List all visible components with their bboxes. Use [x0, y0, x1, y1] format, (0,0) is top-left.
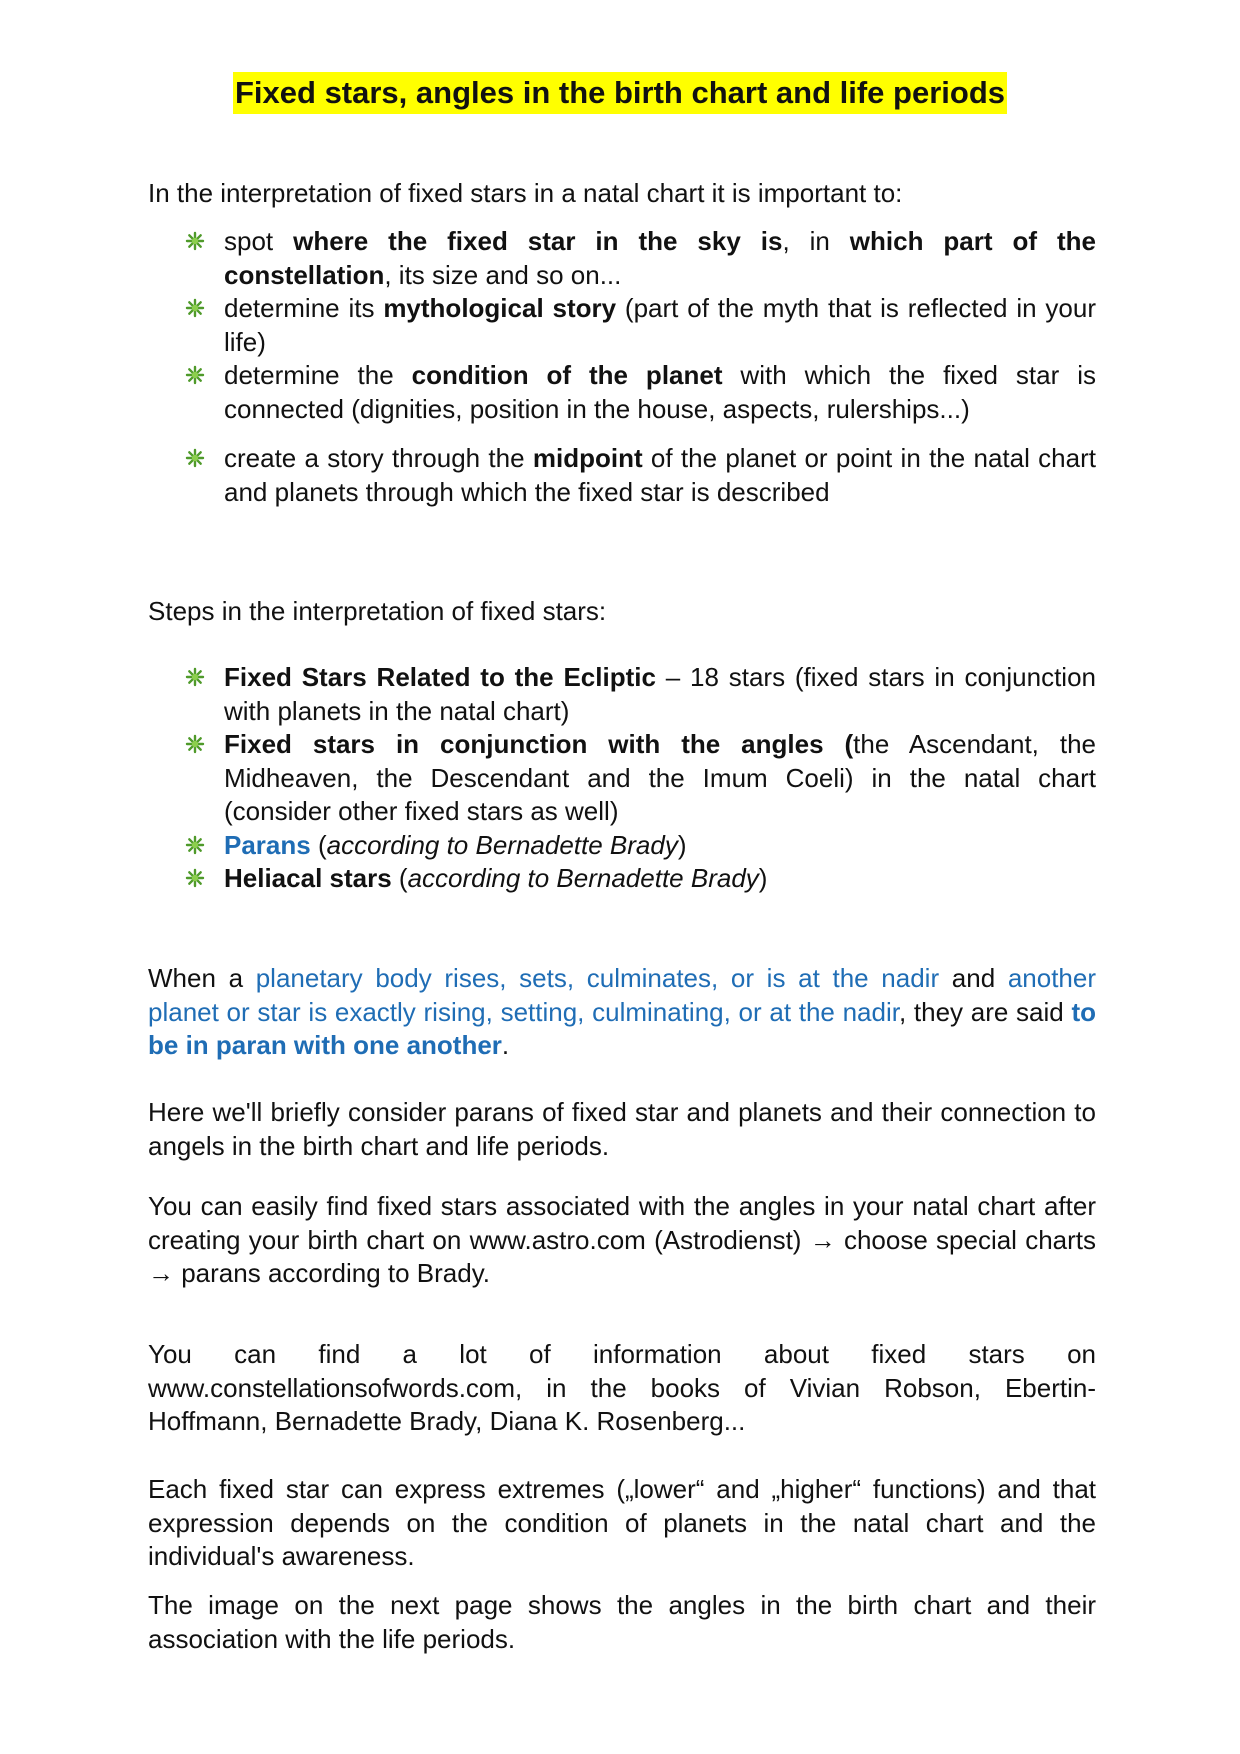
- green-star-bullet-icon: [185, 298, 205, 318]
- list-item: Fixed Stars Related to the Ecliptic – 18 stars (fixed stars in conjunction with planets in the natal chart): [148, 661, 1096, 728]
- extremes-paragraph: Each fixed star can express extremes („lower“ and „higher“ functions) and that expression depends on the condition of planets in the natal chart and the individual's awareness.: [148, 1474, 1096, 1571]
- title-wrap: [0, 72, 1240, 114]
- steps-heading: Steps in the interpretation of fixed stars:: [148, 596, 607, 626]
- steps-list: [148, 661, 1096, 896]
- page-title: Fixed stars, angles in the birth chart and life periods: [233, 72, 1007, 114]
- list-item: determine its mythological story (part of the myth that is reflected in your life): [148, 292, 1096, 359]
- list-item: Parans (according to Bernadette Brady): [148, 829, 1096, 863]
- green-star-bullet-icon: [185, 365, 205, 385]
- list-item: determine the condition of the planet with which the fixed star is connected (dignities, position in the house, aspects, rulerships...): [148, 359, 1096, 426]
- information-sources-paragraph: You can find a lot of information about fixed stars on www.constellationsofwords.com, in the books of Vivian Robson, Ebertin-Hoffmann, Bernadette Brady, Diana K. Rosenberg...: [148, 1339, 1096, 1436]
- list-item: Heliacal stars (according to Bernadette Brady): [148, 862, 1096, 896]
- paran-definition-paragraph: When a planetary body rises, sets, culminates, or is at the nadir and another planet or star is exactly rising, setting, culminating, or at the nadir, they are said to be in paran with one another.: [148, 963, 1097, 1060]
- astro-com-paragraph: You can easily find fixed stars associated with the angles in your natal chart after creating your birth chart on www.astro.com (Astrodienst) → choose special charts → parans according to Brady.: [148, 1191, 1096, 1288]
- green-star-bullet-icon: [185, 448, 205, 468]
- list-item: spot where the fixed star in the sky is, in which part of the constellation, its size and so on...: [148, 225, 1096, 292]
- green-star-bullet-icon: [185, 667, 205, 687]
- green-star-bullet-icon: [185, 868, 205, 888]
- green-star-bullet-icon: [185, 734, 205, 754]
- green-star-bullet-icon: [185, 231, 205, 251]
- parans-overview-paragraph: Here we'll briefly consider parans of fixed star and planets and their connection to angels in the birth chart and life periods.: [148, 1097, 1096, 1161]
- list-item: Fixed stars in conjunction with the angles (the Ascendant, the Midheaven, the Descendant and the Imum Coeli) in the natal chart (consider other fixed stars as well): [148, 728, 1096, 829]
- importance-list: [148, 225, 1096, 509]
- next-page-image-paragraph: The image on the next page shows the angles in the birth chart and their association with the life periods.: [148, 1590, 1096, 1654]
- green-star-bullet-icon: [185, 835, 205, 855]
- intro-paragraph: In the interpretation of fixed stars in a natal chart it is important to:: [148, 178, 903, 208]
- list-item: create a story through the midpoint of the planet or point in the natal chart and planets through which the fixed star is described: [148, 442, 1096, 509]
